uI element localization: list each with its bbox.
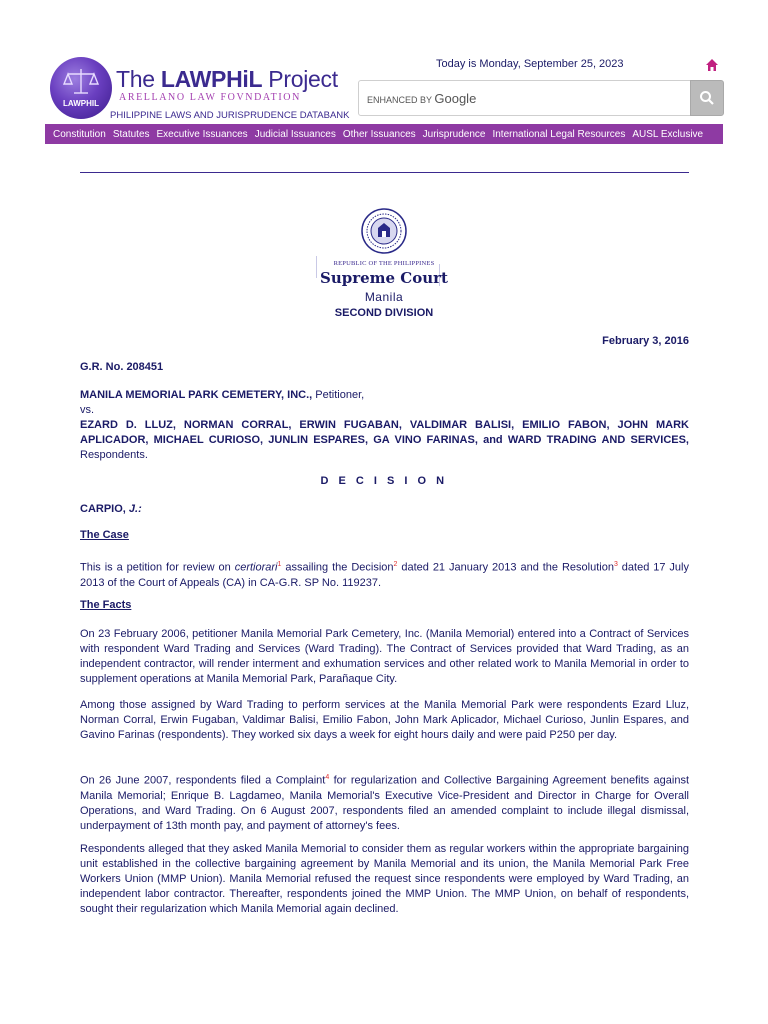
home-icon[interactable] (704, 57, 720, 73)
nav-jurisprudence[interactable]: Jurisprudence (422, 128, 486, 140)
decision-date: February 3, 2016 (602, 335, 689, 347)
facts-paragraph-2: Among those assigned by Ward Trading to perform services at the Manila Memorial Park were respondents Ezard Lluz, Norman Corral, Erwin Fugaban, Valdimar Balisi, Emilio Fabon, John Mark Aplicador, Michael Curioso, Junlin Espares, and Gavino Farinas (respondents). They worked six days a week for eight hours daily and were paid P250 per day. (80, 699, 689, 741)
respondents-line: EZARD D. LLUZ, NORMAN CORRAL, ERWIN FUGABAN, VALDIMAR BALISI, EMILIO FABON, JOHN MARK APLICADOR, MICHAEL CURIOSO, JUNLIN ESPARES, GA VINO FARINAS, and WARD TRADING AND SERVICES, Respondents. (80, 419, 689, 461)
logo-text: LAWPHIL (63, 99, 99, 108)
nav-judicial-issuances[interactable]: Judicial Issuances (254, 128, 336, 140)
site-title[interactable]: The LAWPHiL Project (116, 66, 338, 92)
republic-label: REPUBLIC OF THE PHILIPPINES (333, 260, 435, 267)
facts-paragraph-1: On 23 February 2006, petitioner Manila Memorial Park Cemetery, Inc. (Manila Memorial) entered into a Contract of Services with respondent Ward Trading and Services (Ward Trading). The Contract of Services provided that Ward Trading, as an independent contractor, will render interment and exhumation services and other related work to Manila Memorial in order to supplement operations at Manila Memorial Park, Parañaque City. (80, 628, 689, 685)
case-paragraph: This is a petition for review on certiorari$^1$ assailing the Decision$^2$ dated 21 January 2013 and the Resolution$^3$ dated 17 July 2013 of the Court of Appeals (CA) in CA-G.R. SP No. 119237. (80, 561, 689, 589)
today-date: Today is Monday, September 25, 2023 (436, 58, 624, 70)
footnote-3-link[interactable]: 3 (613, 561, 618, 568)
footnote-4-link[interactable]: 4 (325, 774, 330, 781)
nav-international-legal-resources[interactable]: International Legal Resources (492, 128, 626, 140)
search-placeholder: ENHANCED BY Google (367, 91, 477, 106)
main-nav (45, 124, 723, 144)
petitioner-line: MANILA MEMORIAL PARK CEMETERY, INC., Petitioner, (80, 389, 365, 401)
ponente: CARPIO, J.: (80, 503, 142, 515)
nav-executive-issuances[interactable]: Executive Issuances (156, 128, 248, 140)
court-name: Supreme Court (320, 269, 448, 287)
gr-number: G.R. No. 208451 (80, 361, 164, 373)
supreme-court-seal-icon (361, 208, 407, 254)
divider (80, 172, 689, 173)
court-division: SECOND DIVISION (334, 307, 434, 319)
site-subtitle: ARELLANO LAW FOVNDATION (119, 92, 301, 103)
lawphil-logo[interactable] (50, 57, 112, 119)
nav-statutes[interactable]: Statutes (112, 128, 150, 140)
footnote-1-link[interactable]: 1 (277, 561, 282, 568)
case-parties (80, 388, 689, 463)
nav-other-issuances[interactable]: Other Issuances (342, 128, 416, 140)
nav-ausl-exclusive[interactable]: AUSL Exclusive (632, 128, 704, 140)
nav-constitution[interactable]: Constitution (53, 128, 106, 140)
facts-heading: The Facts (80, 599, 132, 611)
facts-paragraph-3: On 26 June 2007, respondents filed a Complaint$^4$ for regularization and Collective Bargaining Agreement benefits against Manila Memorial; Enrique B. Lagdameo, Manila Memorial's Executive Vice-President and Director in Charge for Overall Operations, and Ward Trading. On 6 August 2007, respondents filed an amended complaint to include illegal dismissal, underpayment of 13th month pay, and payment of attorney's fees. (80, 774, 689, 832)
search-button[interactable] (690, 80, 724, 116)
footnote-2-link[interactable]: 2 (393, 561, 398, 568)
case-heading: The Case (80, 529, 129, 541)
scales-of-justice-icon (50, 57, 112, 119)
facts-paragraph-4: Respondents alleged that they asked Manila Memorial to consider them as regular workers within the appropriate bargaining unit established in the collective bargaining agreement by Manila Memorial and its union, the Manila Memorial Park Free Workers Union (MMP Union). Manila Memorial refused the request since respondents were employed by Ward Trading, an independent labor contractor. Thereafter, respondents joined the MMP Union. The MMP Union, on behalf of respondents, sought their regularization which Manila Memorial again declined. (80, 843, 689, 915)
site-tagline: PHILIPPINE LAWS AND JURISPRUDENCE DATABANK (110, 110, 350, 121)
court-city: Manila (364, 290, 404, 304)
search-icon (691, 81, 723, 115)
versus: vs. (80, 404, 95, 416)
decision-title: D E C I S I O N (320, 475, 448, 487)
